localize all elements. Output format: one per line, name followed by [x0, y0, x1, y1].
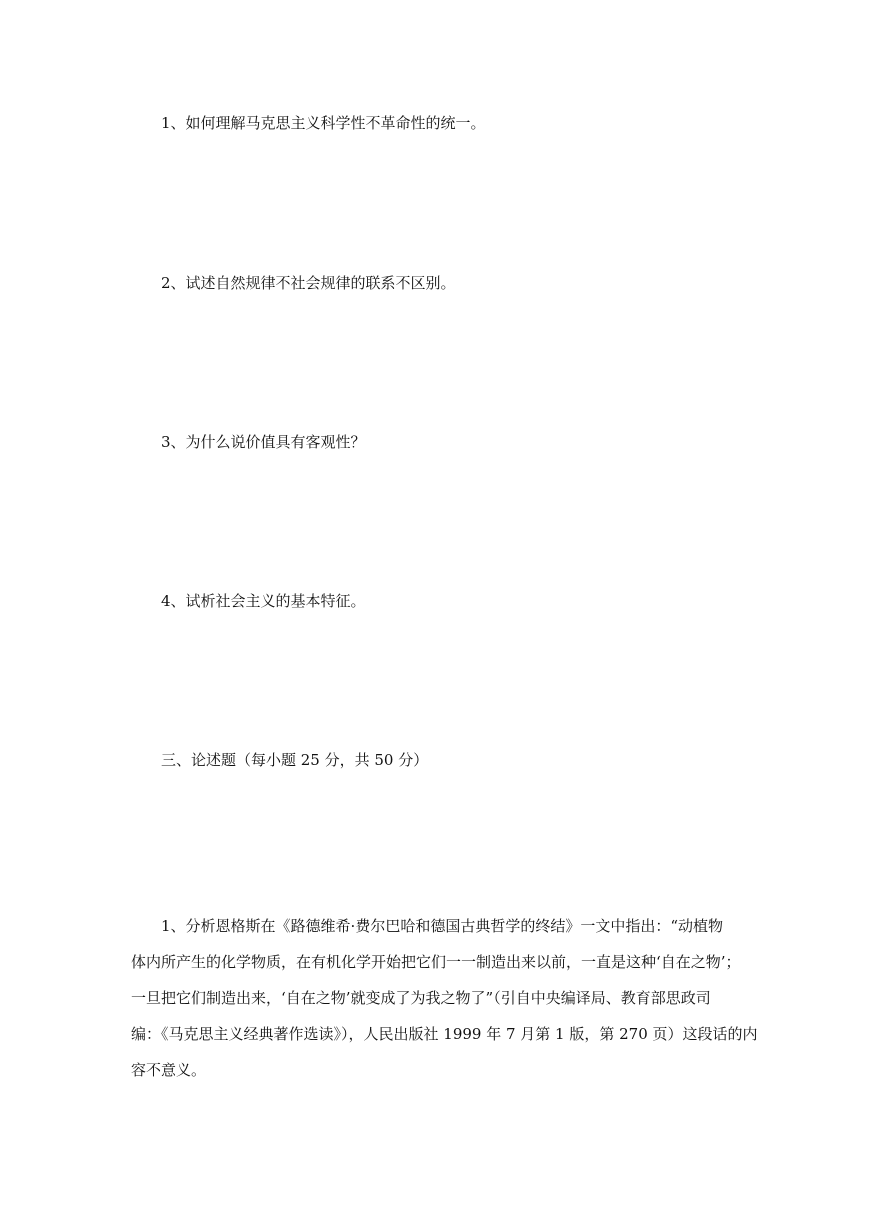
essay-line-3: 一旦把它们制造出来，‘自在之物’就变成了为我之物了”（引自中央编译局、教育部思政司 [131, 989, 711, 1007]
essay-line-1: 1、分析恩格斯在《路德维希·费尔巴哈和德国古典哲学的终结》一文中指出：“动植物 [161, 917, 723, 935]
essay-line-4: 编：《马克思主义经典著作选读》），人民出版社 1999 年 7 月第 1 版，第 270 页）这段话的内 [131, 1025, 758, 1043]
essay-line-5: 容不意义。 [131, 1061, 207, 1079]
essay-question-1 [131, 908, 779, 1088]
essay-line-2: 体内所产生的化学物质，在有机化学开始把它们一一制造出来以前，一直是这种‘自在之物’； [131, 953, 741, 971]
question-4: 4、试析社会主义的基本特征。 [161, 592, 366, 610]
section-3-heading: 三、论述题（每小题 25 分，共 50 分） [161, 751, 429, 769]
question-1: 1、如何理解马克思主义科学性不革命性的统一。 [161, 114, 486, 132]
question-3: 3、为什么说价值具有客观性？ [161, 433, 366, 451]
question-2: 2、试述自然规律不社会规律的联系不区别。 [161, 274, 456, 292]
